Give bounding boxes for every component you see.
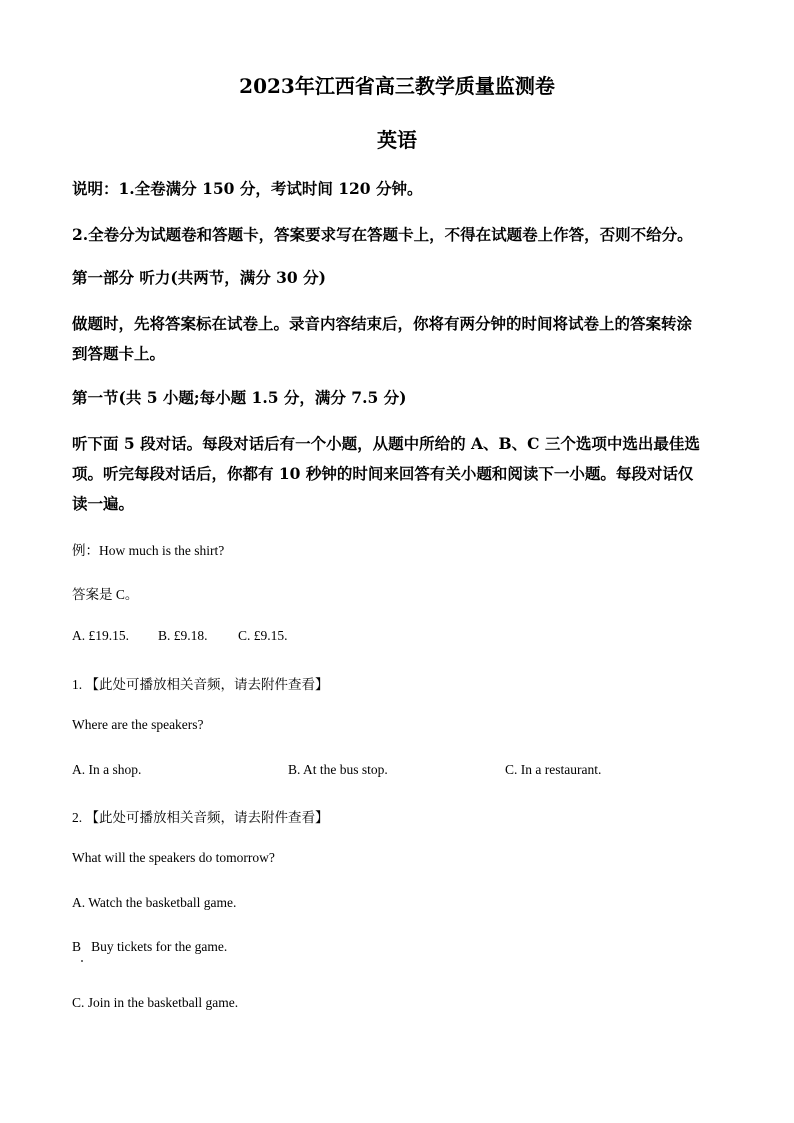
section1-directions-line-3: 读一遍。 — [72, 494, 135, 513]
question-2-audio-note: 2. 【此处可播放相关音频，请去附件查看】 — [72, 810, 329, 825]
exam-title: 2023年江西省高三教学质量监测卷 — [239, 74, 555, 98]
instructions-line-1: 说明：1.全卷满分 150 分，考试时间 120 分钟。 — [72, 179, 423, 198]
question-2-option-c: C. Join in the basketball game. — [72, 995, 239, 1010]
section1-heading: 第一节(共 5 小题;每小题 1.5 分，满分 7.5 分) — [72, 388, 407, 407]
example-option-b: B. £9.18. — [158, 628, 208, 643]
part1-note-line-2: 到答题卡上。 — [72, 344, 166, 363]
question-1-option-a: A. In a shop. — [72, 762, 142, 777]
example-option-a: A. £19.15. — [72, 628, 129, 643]
question-1-text: Where are the speakers? — [72, 717, 204, 732]
part1-heading: 第一部分 听力(共两节，满分 30 分) — [72, 268, 326, 287]
question-1-option-b: B. At the bus stop. — [288, 762, 388, 777]
question-1-option-c: C. In a restaurant. — [505, 762, 602, 777]
example-option-c: C. £9.15. — [238, 628, 288, 643]
question-1-audio-note: 1. 【此处可播放相关音频，请去附件查看】 — [72, 677, 329, 692]
instructions-line-2: 2.全卷分为试题卷和答题卡，答案要求写在答题卡上，不得在试题卷上作答，否则不给分。 — [72, 225, 693, 244]
stray-dot-mark — [81, 960, 83, 962]
example-answer: 答案是 C。 — [72, 587, 139, 602]
question-2-text: What will the speakers do tomorrow? — [72, 850, 275, 865]
subject-title: 英语 — [377, 128, 417, 152]
question-2-option-b: B Buy tickets for the game. — [72, 939, 228, 954]
section1-directions-line-2: 项。听完每段对话后，你都有 10 秒钟的时间来回答有关小题和阅读下一小题。每段对话仅 — [72, 464, 694, 483]
example-question: 例：How much is the shirt? — [72, 543, 225, 558]
section1-directions-line-1: 听下面 5 段对话。每段对话后有一个小题，从题中所给的 A、B、C 三个选项中选出最佳选 — [72, 434, 700, 453]
question-2-option-a: A. Watch the basketball game. — [72, 895, 237, 910]
part1-note-line-1: 做题时，先将答案标在试卷上。录音内容结束后，你将有两分钟的时间将试卷上的答案转涂 — [72, 314, 693, 333]
